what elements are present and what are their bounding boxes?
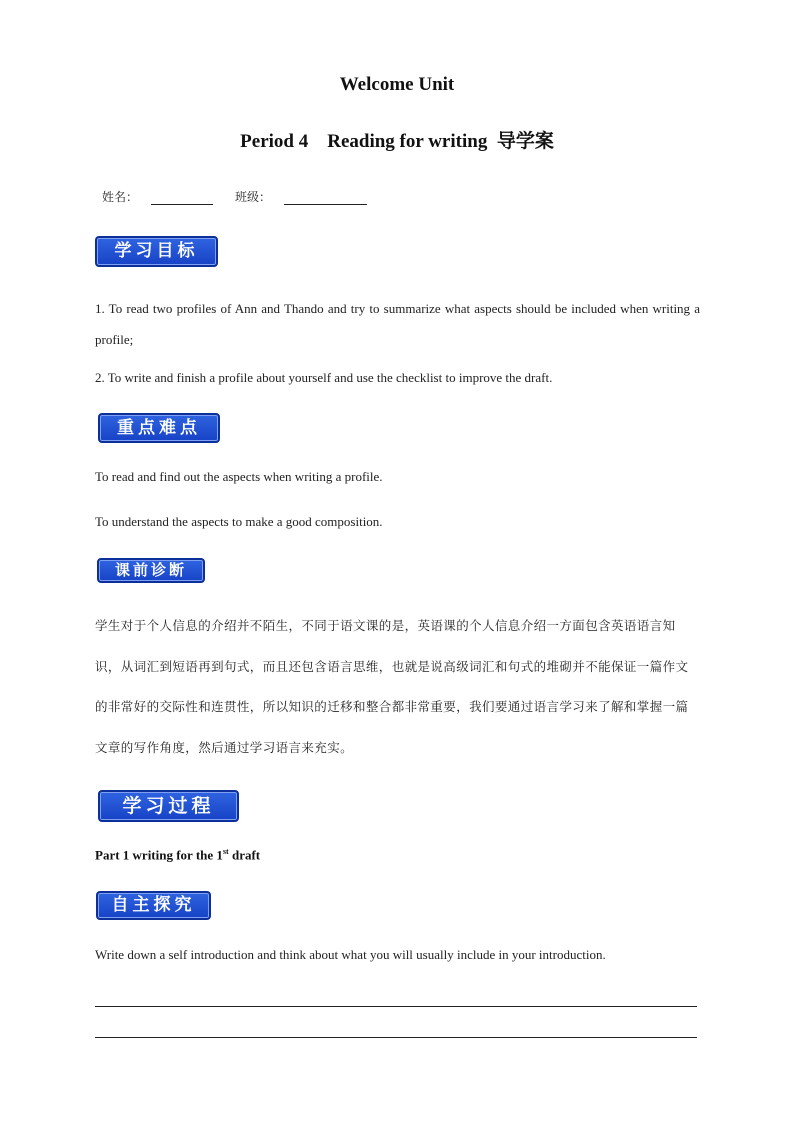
process-badge: 学习过程 [98,790,239,822]
name-blank[interactable] [151,204,213,205]
answer-line-2[interactable] [95,1037,697,1038]
name-label: 姓名： [102,190,139,204]
part-1-title-sup: st [222,847,229,856]
key-point-item-2: To understand the aspects to make a good composition. [95,514,383,529]
part-1-title-text: Part 1 writing for the 1 [95,847,223,863]
class-blank[interactable] [284,204,367,205]
self-study-instruction: Write down a self introduction and think about what you will usually include in your introduction. [95,947,606,962]
key-point-item-1: To read and find out the aspects when writing a profile. [95,469,383,484]
diagnosis-badge: 课前诊断 [97,558,205,583]
diagnosis-paragraph: 学生对于个人信息的介绍并不陌生，不同于语文课的是，英语课的个人信息介绍一方面包含英语语言知识，从词汇到短语再到句式，而且还包含语言思维，也就是说高级词汇和句式的堆砌并不能保证一篇作文的非常好的交际性和连贯性，所以知识的迁移和整合都非常重要，我们要通过语言学习来了解和掌握一篇文章的写作角度，然后通过学习语言来充实。 [95,618,689,755]
page-subtitle: Period 4 Reading for writing 导学案 [240,131,554,152]
part-1-title-suffix: draft [228,847,261,863]
self-study-badge: 自主探究 [96,891,211,920]
objectives-badge: 学习目标 [95,236,218,267]
page-title: Welcome Unit [339,74,455,95]
answer-line-1[interactable] [95,1006,697,1007]
objective-item-1: 1. To read two profiles of Ann and Thando and try to summarize what aspects should be included when writing a profile; [95,301,700,347]
key-points-badge: 重点难点 [98,413,220,443]
part-1-title [95,847,260,863]
class-label: 班级： [235,190,272,204]
objective-item-2: 2. To write and finish a profile about yourself and use the checklist to improve the draft. [95,370,553,385]
